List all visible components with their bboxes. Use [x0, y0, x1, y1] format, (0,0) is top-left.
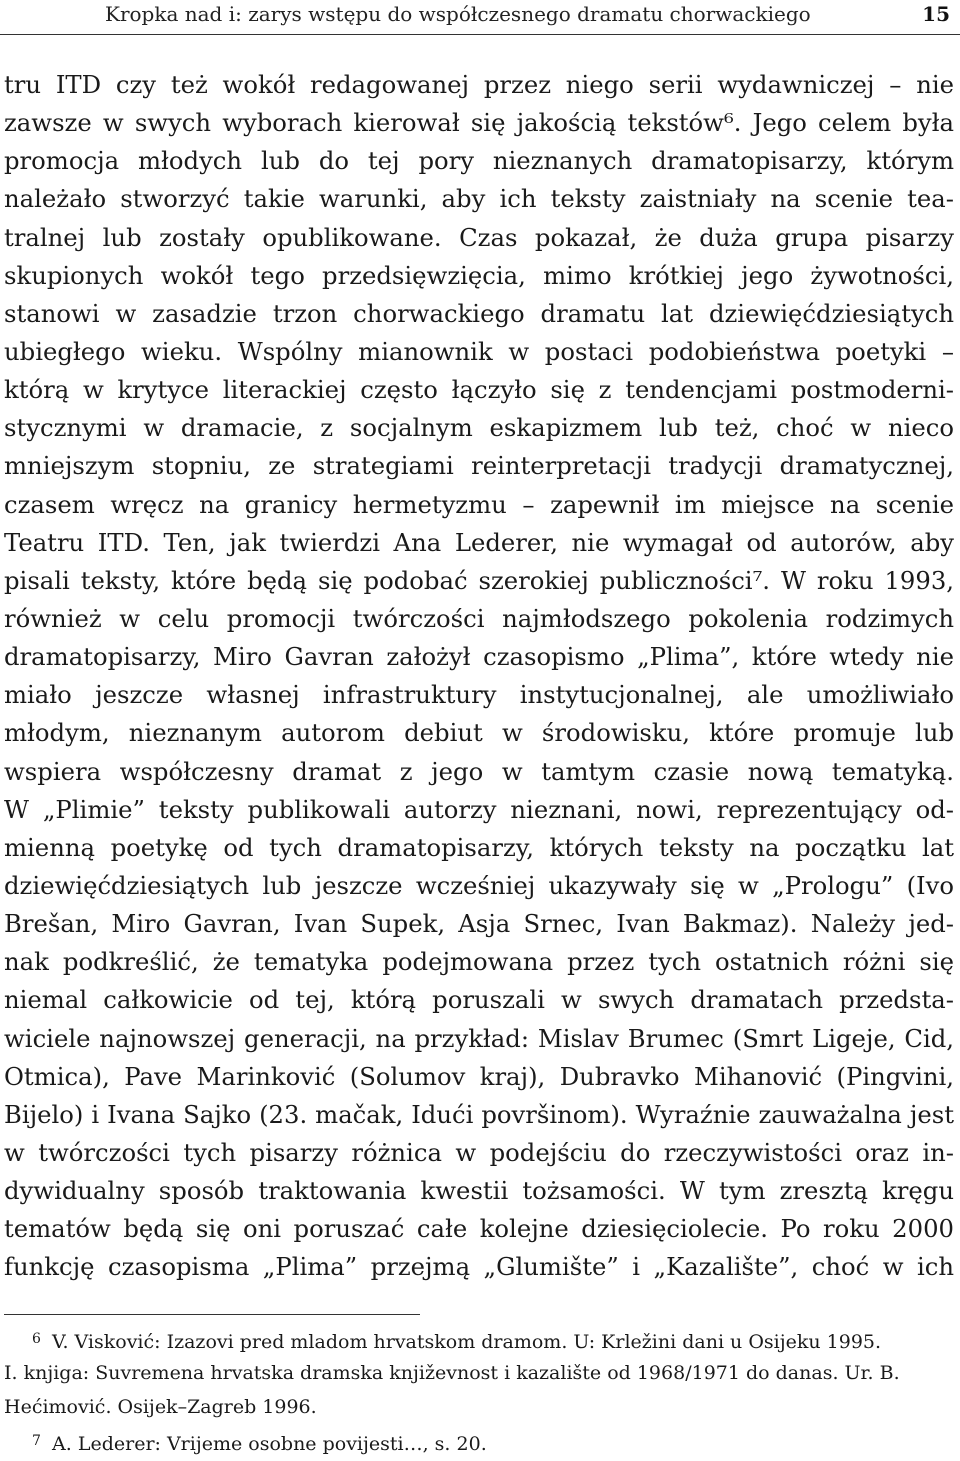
footnote-text: V. Visković: Izazovi pred mladom hrvatskom dramom. U: Krležini dani u Osijeku 1995.	[52, 1331, 882, 1353]
body-line: należało stworzyć takie warunki, aby ich teksty zaistniały na scenie tea-	[4, 184, 954, 214]
body-line: nak podkreślić, że tematyka podejmowana przez tych ostatnich różni się	[4, 947, 954, 977]
running-title: Kropka nad i: zarys wstępu do współczesnego dramatu chorwackiego	[105, 2, 811, 26]
body-line: Bijelo) i Ivana Sajko (23. mačak, Idući površinom). Wyraźnie zauważalna jest	[4, 1099, 954, 1129]
body-line: tematów będą się oni poruszać całe kolejne dziesięciolecie. Po roku 2000	[4, 1214, 954, 1244]
body-line: dramatopisarzy, Miro Gavran założył czasopismo „Plima”, które wtedy nie	[4, 642, 954, 672]
body-line: skupionych wokół tego przedsięwzięcia, mimo krótkiej jego żywotności,	[4, 260, 954, 290]
body-line: ubiegłego wieku. Wspólny mianownik w postaci podobieństwa poetyki –	[4, 336, 954, 366]
body-line: zawsze w swych wyborach kierował się jakością tekstów⁶. Jego celem była	[4, 108, 954, 138]
body-line: miało jeszcze własnej infrastruktury instytucjonalnej, ale umożliwiało	[4, 680, 954, 710]
footnote-number: 6	[32, 1331, 41, 1347]
body-line: Otmica), Pave Marinković (Solumov kraj), Dubravko Mihanović (Pingvini,	[4, 1061, 954, 1091]
footnote-6	[4, 1322, 954, 1356]
body-line: czasem wręcz na granicy hermetyzmu – zapewnił im miejsce na scenie	[4, 489, 954, 519]
body-line: Brešan, Miro Gavran, Ivan Supek, Asja Srnec, Ivan Bakmaz). Należy jed-	[4, 909, 954, 939]
body-line: stycznymi w dramacie, z socjalnym eskapizmem lub też, choć w nieco	[4, 413, 954, 443]
body-paragraph	[4, 66, 954, 1287]
body-line: Teatru ITD. Ten, jak twierdzi Ana Lederer, nie wymagał od autorów, aby	[4, 527, 954, 557]
body-line: promocja młodych lub do tej pory nieznanych dramatopisarzy, którym	[4, 146, 954, 176]
body-line: którą w krytyce literackiej często łączyło się z tendencjami postmoderni-	[4, 375, 954, 405]
body-line: mienną poetykę od tych dramatopisarzy, których teksty na początku lat	[4, 832, 954, 862]
body-line: mniejszym stopniu, ze strategiami reinterpretacji tradycji dramatycznej,	[4, 451, 954, 481]
body-line: niemal całkowicie od tej, którą poruszali w swych dramatach przedsta-	[4, 985, 954, 1015]
body-line: wiciele najnowszej generacji, na przykład: Mislav Brumec (Smrt Ligeje, Cid,	[4, 1023, 954, 1053]
body-line: tralnej lub zostały opublikowane. Czas pokazał, że duża grupa pisarzy	[4, 222, 954, 252]
footnotes	[4, 1322, 954, 1458]
body-line: tru ITD czy też wokół redagowanej przez niego serii wydawniczej – nie	[4, 70, 954, 99]
footnote-number: 7	[32, 1433, 41, 1449]
header-rule	[0, 34, 960, 35]
footnote-7	[4, 1424, 954, 1458]
footnote-6-continued: Hećimović. Osijek–Zagreb 1996.	[4, 1396, 317, 1418]
page-number: 15	[922, 2, 950, 26]
body-line: pisali teksty, które będą się podobać szerokiej publiczności⁷. W roku 1993,	[4, 565, 954, 595]
body-line: młodym, nieznanym autorom debiut w środowisku, które promuje lub	[4, 718, 954, 748]
footnote-rule	[4, 1314, 420, 1315]
body-line: wspiera współczesny dramat z jego w tamtym czasie nową tematyką.	[4, 756, 954, 786]
body-line: również w celu promocji twórczości najmłodszego pokolenia rodzimych	[4, 603, 954, 633]
body-line: stanowi w zasadzie trzon chorwackiego dramatu lat dziewięćdziesiątych	[4, 298, 954, 328]
footnote-text: A. Lederer: Vrijeme osobne povijesti…, s. 20.	[52, 1433, 487, 1455]
body-line: funkcję czasopisma „Plima” przejmą „Glumište” i „Kazalište”, choć w ich	[4, 1252, 954, 1282]
body-line: dywidualny sposób traktowania kwestii tożsamości. W tym zresztą kręgu	[4, 1176, 954, 1206]
body-line: W „Plimie” teksty publikowali autorzy nieznani, nowi, reprezentujący od-	[4, 794, 954, 824]
body-line: dziewięćdziesiątych lub jeszcze wcześniej ukazywały się w „Prologu” (Ivo	[4, 870, 954, 900]
page-header	[0, 0, 960, 36]
body-line: w twórczości tych pisarzy różnica w podejściu do rzeczywistości oraz in-	[4, 1137, 954, 1167]
footnote-6-continued: I. knjiga: Suvremena hrvatska dramska književnost i kazalište od 1968/1971 do danas. Ur. B.	[4, 1362, 900, 1384]
